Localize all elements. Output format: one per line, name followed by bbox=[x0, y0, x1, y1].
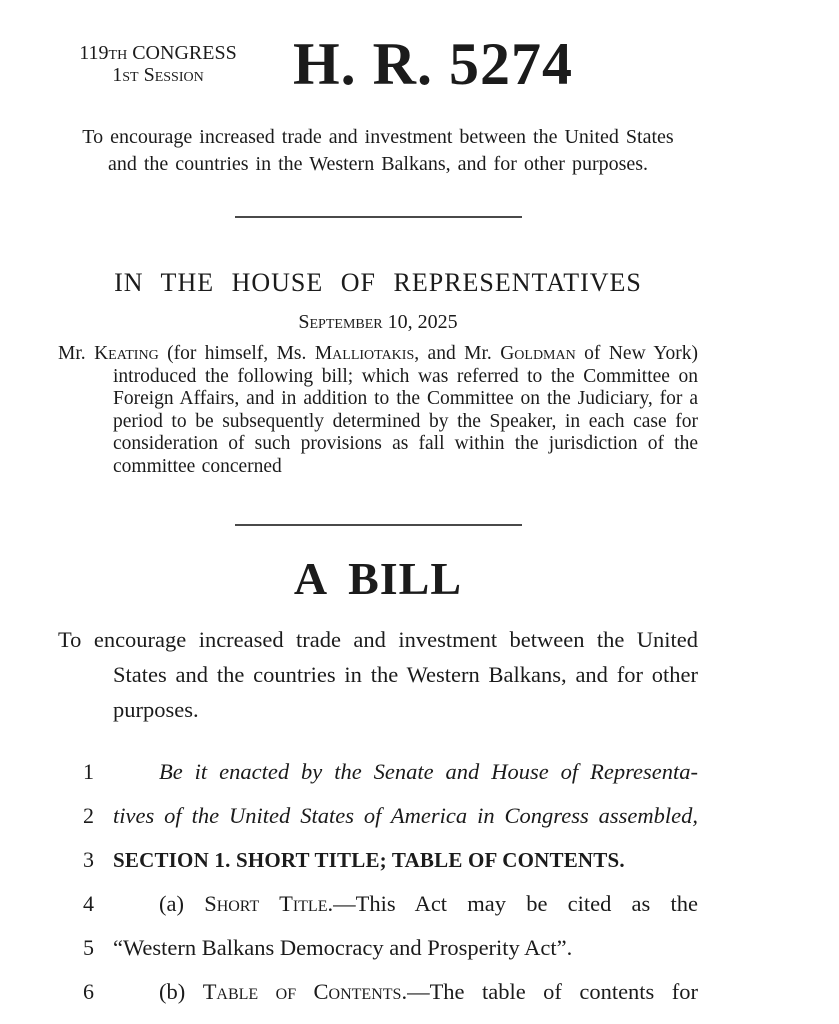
line-number: 1 bbox=[83, 758, 94, 784]
bill-number: H. R. 5274 bbox=[293, 31, 573, 97]
introduction-date: September 10, 2025 bbox=[298, 311, 458, 333]
bill-text-line bbox=[58, 750, 698, 794]
session-line: 1st Session bbox=[112, 64, 204, 86]
line-number: 4 bbox=[83, 890, 94, 916]
line-text: SECTION 1. SHORT TITLE; TABLE OF CONTENTS. bbox=[113, 847, 625, 872]
line-text: “Western Balkans Democracy and Prosperity Act”. bbox=[113, 934, 573, 960]
congress-line: 119th CONGRESS bbox=[79, 42, 237, 64]
divider-rule-bottom bbox=[235, 524, 522, 526]
bill-heading: A BILL bbox=[293, 552, 463, 604]
line-text: Be it enacted by the Senate and House of Representa- bbox=[159, 758, 698, 784]
bill-long-title: To encourage increased trade and investment between the United States and the countries in the Western Balkans, and for other purposes. bbox=[58, 626, 698, 722]
bill-body-lines bbox=[58, 750, 698, 1014]
line-text: (b) Table of Contents.—The table of contents for bbox=[159, 978, 698, 1004]
line-number: 5 bbox=[83, 934, 94, 960]
divider-rule-top bbox=[235, 216, 522, 218]
bill-text-line bbox=[58, 926, 698, 970]
bill-text-line bbox=[58, 794, 698, 838]
chamber-heading: IN THE HOUSE OF REPRESENTATIVES bbox=[114, 268, 642, 297]
line-text: (a) Short Title.—This Act may be cited as the bbox=[159, 890, 698, 916]
line-number: 2 bbox=[83, 802, 94, 828]
sponsor-paragraph: Mr. Keating (for himself, Ms. Malliotakis, and Mr. Goldman of New York) introduced the following bill; which was referred to the Committee on Foreign Affairs, and in addition to the Committee on the Judiciary, for a period to be subsequently determined by the Speaker, in each case for consideration of such provisions as fall within the jurisdiction of the committee concerned bbox=[58, 343, 698, 477]
bill-text-line bbox=[58, 970, 698, 1014]
line-number: 3 bbox=[83, 846, 94, 872]
bill-header bbox=[58, 0, 698, 97]
line-number: 6 bbox=[83, 978, 94, 1004]
bill-summary: To encourage increased trade and investment between the United States and the countries in the Western Balkans, and for other purposes. bbox=[82, 126, 674, 175]
congress-session-block bbox=[58, 34, 258, 86]
bill-text-line bbox=[58, 838, 698, 882]
bill-text-line bbox=[58, 882, 698, 926]
line-text: tives of the United States of America in Congress assembled, bbox=[113, 802, 698, 828]
document-column bbox=[58, 0, 698, 1014]
